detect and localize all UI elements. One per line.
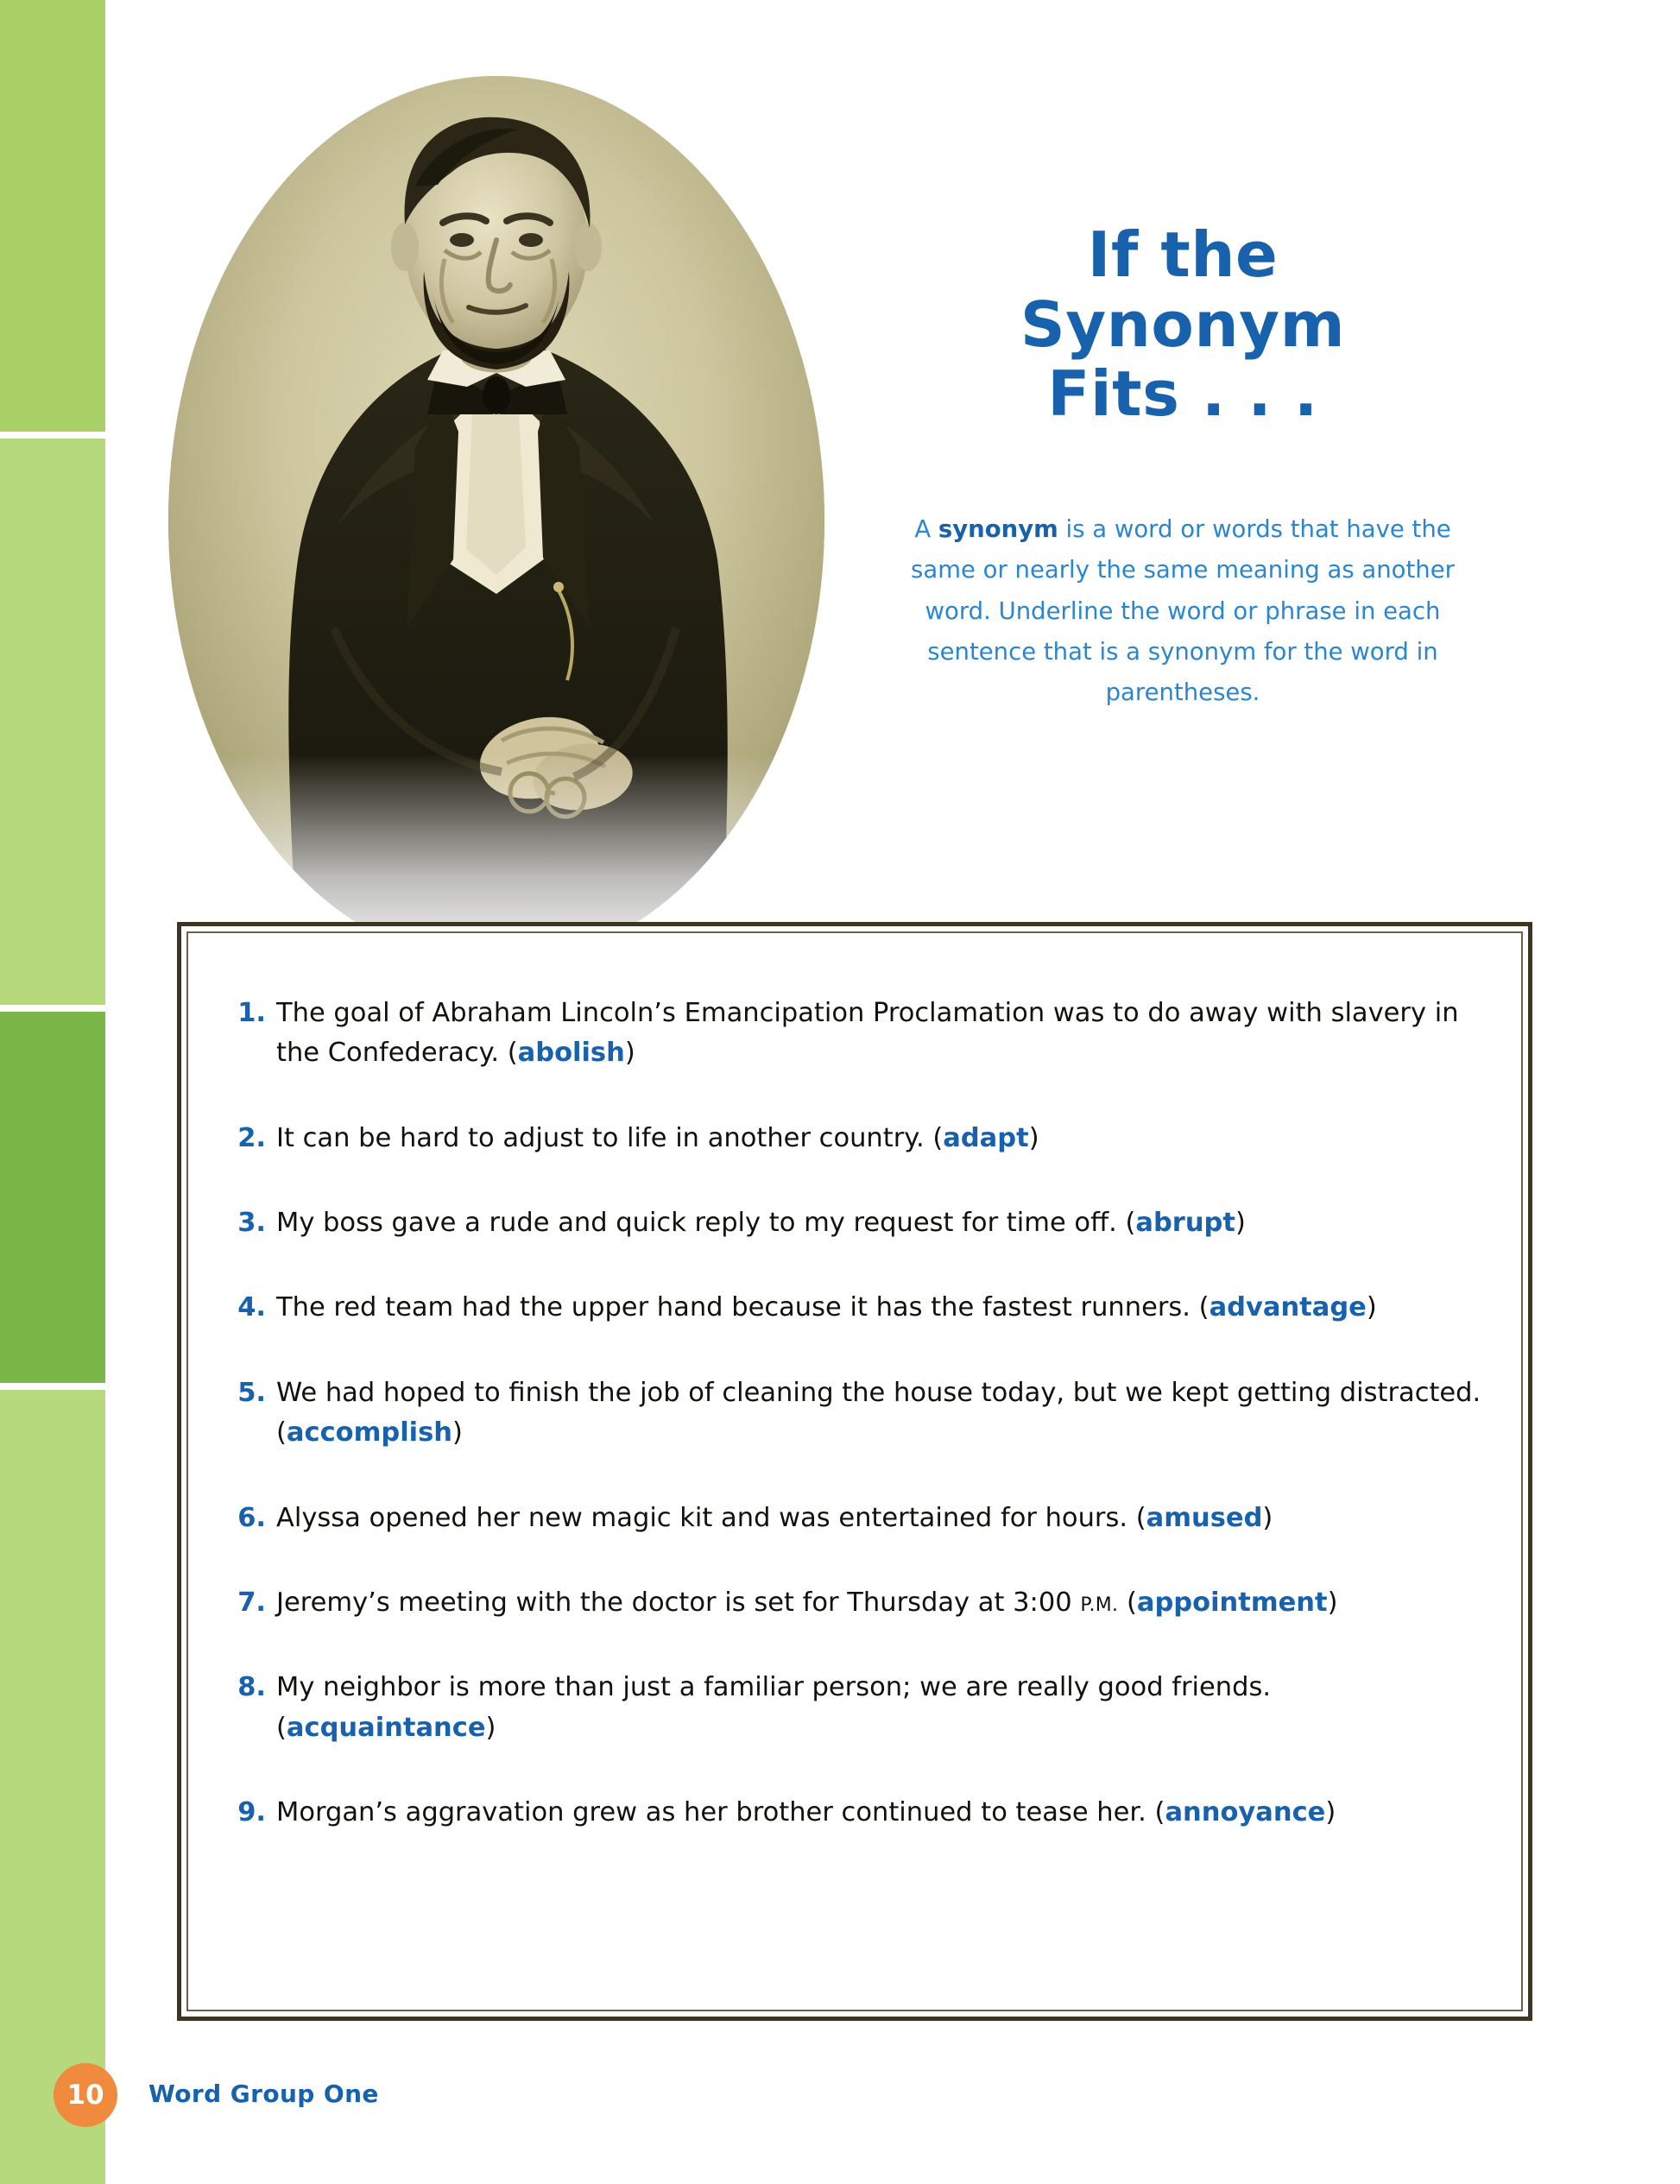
list-item [226, 1203, 1488, 1243]
footer-section-label: Word Group One [148, 2080, 379, 2108]
item-answer-word: accomplish [286, 1417, 452, 1449]
side-bar-segment [0, 0, 105, 432]
page-title-line-1: If the [1087, 218, 1279, 291]
item-text[interactable] [276, 994, 1488, 1074]
item-answer-word: abolish [517, 1038, 625, 1069]
instructions [881, 509, 1485, 713]
item-answer-word: appointment [1136, 1587, 1328, 1618]
exercise-box [177, 922, 1532, 2021]
item-text[interactable] [276, 1119, 1488, 1158]
item-answer-word: annoyance [1165, 1796, 1326, 1827]
item-close-paren: ) [1028, 1122, 1039, 1153]
instructions-keyword: synonym [938, 515, 1058, 543]
item-text[interactable] [276, 1499, 1488, 1538]
item-close-paren: ) [624, 1038, 635, 1069]
item-sentence: The goal of Abraham Lincoln’s Emancipation Proclamation was to do away with slavery in the Confederacy. ( [276, 998, 1459, 1069]
item-close-paren: ) [1262, 1502, 1273, 1533]
item-text[interactable] [276, 1668, 1488, 1748]
item-number: 3. [237, 1208, 266, 1239]
side-bar-segment [0, 1005, 105, 1012]
list-item [226, 1583, 1488, 1623]
page-title [863, 220, 1502, 429]
item-sentence: The red team had the upper hand because it has the fastest runners. ( [276, 1292, 1209, 1323]
item-close-paren: ) [1325, 1796, 1336, 1827]
list-item [226, 1288, 1488, 1328]
item-close-paren: ) [452, 1417, 463, 1449]
item-sentence: My neighbor is more than just a familiar person; we are really good friends. ( [276, 1672, 1272, 1743]
item-text[interactable] [276, 1288, 1488, 1328]
item-time-meridiem: P.M. [1080, 1594, 1119, 1616]
item-answer-word: acquaintance [286, 1712, 486, 1743]
item-close-paren: ) [1235, 1208, 1246, 1239]
item-sentence: We had hoped to finish the job of cleaning the house today, but we kept getting distracted. ( [276, 1377, 1481, 1449]
item-number: 5. [237, 1377, 266, 1408]
item-answer-word: amused [1146, 1502, 1263, 1533]
portrait-artwork [168, 76, 824, 965]
item-answer-word: adapt [943, 1122, 1029, 1153]
side-bar-segment [0, 1012, 105, 1383]
item-number: 4. [237, 1292, 266, 1323]
item-close-paren: ) [1327, 1587, 1338, 1618]
item-sentence: Morgan’s aggravation grew as her brother continued to tease her. ( [276, 1796, 1165, 1827]
item-close-paren: ) [485, 1712, 496, 1743]
list-item [226, 1373, 1488, 1454]
exercise-list [226, 994, 1488, 1833]
item-text[interactable] [276, 1373, 1488, 1454]
portrait-oval [168, 76, 824, 965]
item-number: 1. [237, 998, 266, 1028]
instructions-prefix: A [914, 515, 938, 543]
list-item [226, 1793, 1488, 1833]
list-item [226, 994, 1488, 1074]
item-sentence: It can be hard to adjust to life in another country. ( [276, 1122, 944, 1153]
item-number: 9. [237, 1796, 266, 1827]
item-number: 8. [237, 1672, 266, 1703]
item-number: 6. [237, 1502, 266, 1533]
page-number-badge: 10 [54, 2063, 117, 2127]
item-text[interactable]: Jeremy’s meeting with the doctor is set for Thursday at 3:00 P.M. (appointment) [276, 1587, 1338, 1618]
item-answer-word: advantage [1209, 1292, 1367, 1323]
page-title-line-3: Fits . . . [1047, 357, 1318, 431]
item-close-paren: ) [1366, 1292, 1377, 1323]
item-number: 7. [237, 1587, 266, 1618]
list-item [226, 1119, 1488, 1158]
lincoln-portrait [168, 76, 824, 965]
side-bar-segment [0, 1383, 105, 1390]
list-item [226, 1668, 1488, 1748]
item-sentence: Alyssa opened her new magic kit and was entertained for hours. ( [276, 1502, 1146, 1533]
item-text[interactable] [276, 1203, 1488, 1243]
item-sentence: My boss gave a rude and quick reply to my request for time off. ( [276, 1208, 1136, 1239]
side-bar-segment [0, 432, 105, 439]
item-number: 2. [237, 1122, 266, 1153]
list-item [226, 1499, 1488, 1538]
side-bar-segment [0, 439, 105, 1005]
page-title-line-2: Synonym [1020, 287, 1346, 361]
instructions-rest: is a word or words that have the same or nearly the same meaning as another word. Underline the word or phrase in each sentence that is a synonym for the word in parentheses. [911, 515, 1455, 707]
decorative-side-bar [0, 0, 105, 2184]
item-text[interactable] [276, 1793, 1488, 1833]
item-answer-word: abrupt [1135, 1208, 1235, 1239]
